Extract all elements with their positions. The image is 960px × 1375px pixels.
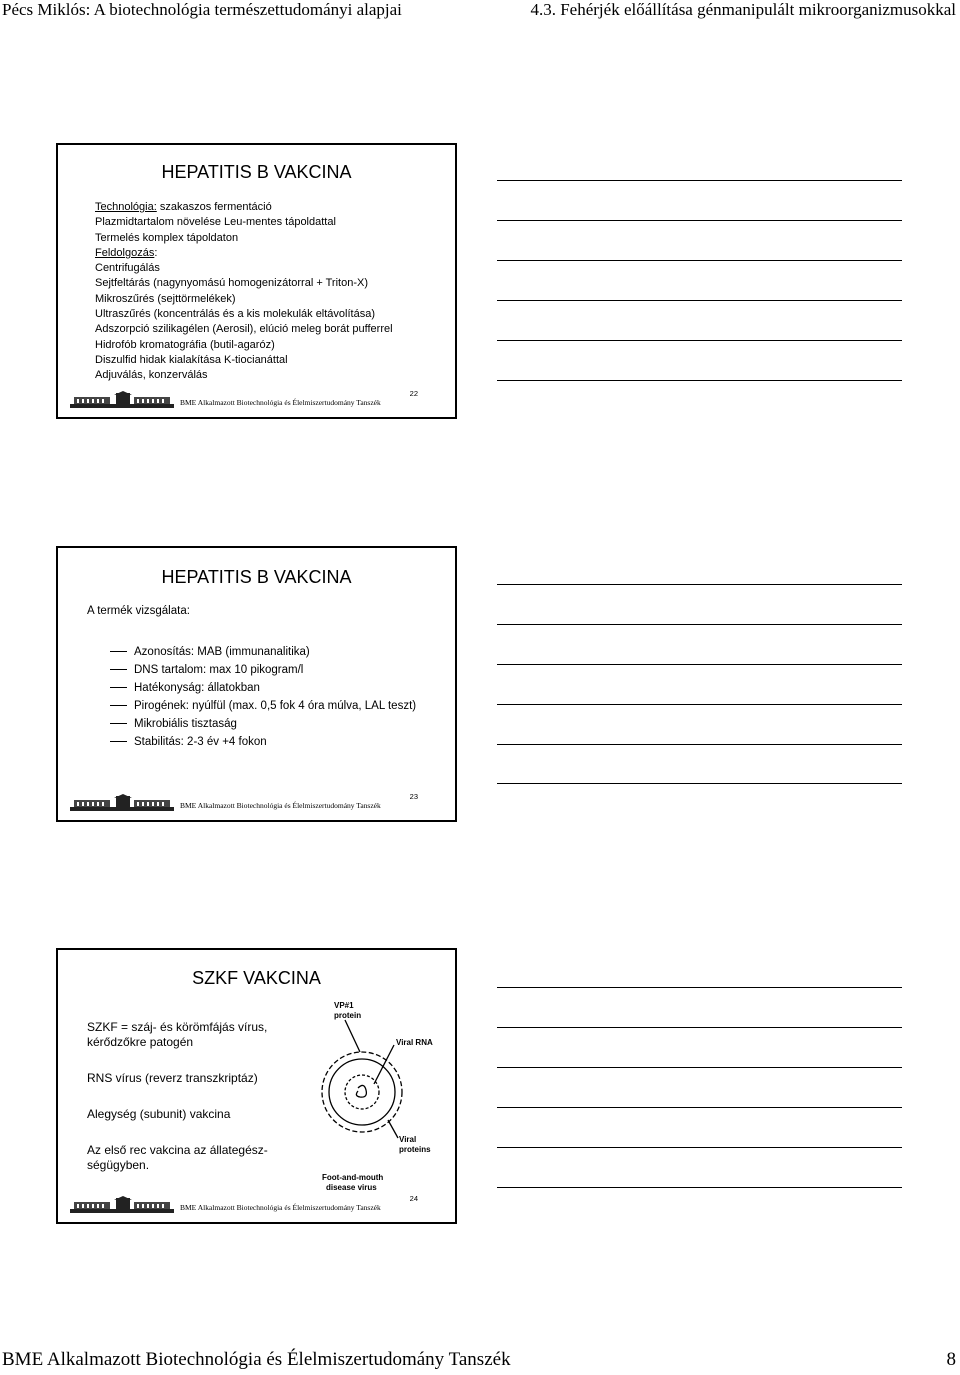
slide-24	[56, 948, 457, 1224]
text-line: Plazmidtartalom növelése Leu-mentes tápoldattal	[95, 216, 336, 229]
slide-footer	[70, 794, 440, 814]
page-header-right: 4.3. Fehérjék előállítása génmanipulált mikroorganizmusokkal	[530, 0, 956, 19]
text-line: SZKF = száj- és körömfájás vírus,	[87, 1020, 268, 1034]
list-item: Pirogének: nyúlfül (max. 0,5 fok 4 óra múlva, LAL teszt)	[110, 697, 416, 715]
figure-label: proteins	[399, 1145, 431, 1154]
text-line: RNS vírus (reverz transzkriptáz)	[87, 1071, 258, 1085]
slide-page-number: 22	[409, 389, 418, 398]
step-item: Ultraszűrés (koncentrálás és a kis molekulák eltávolítása)	[95, 308, 376, 321]
text-line: Az első rec vakcina az állategész-	[87, 1143, 268, 1157]
university-building-icon	[70, 1196, 174, 1214]
text-line: Alegység (subunit) vakcina	[87, 1107, 231, 1121]
slide-title: HEPATITIS B VAKCINA	[161, 567, 352, 587]
department-label: BME Alkalmazott Biotechnológia és Élelmiszertudomány Tanszék	[180, 801, 381, 810]
slide-intro: A termék vizsgálata:	[87, 605, 190, 617]
page-header-left: Pécs Miklós: A biotechnológia természettudományi alapjai	[2, 0, 402, 19]
figure-label: protein	[334, 1011, 362, 1020]
university-building-icon	[70, 391, 174, 409]
tech-text: szakaszos fermentáció	[156, 201, 272, 213]
slide-title: SZKF VAKCINA	[192, 968, 321, 988]
list-item: Hatékonyság: állatokban	[110, 679, 416, 697]
department-label: BME Alkalmazott Biotechnológia és Élelmiszertudomány Tanszék	[180, 398, 381, 407]
processing-label: Feldolgozás	[95, 246, 155, 259]
test-list	[110, 643, 416, 751]
page-footer-left: BME Alkalmazott Biotechnológia és Élelmiszertudomány Tanszék	[2, 1349, 511, 1370]
slide-page-number: 23	[409, 792, 418, 801]
page-number: 8	[946, 1349, 956, 1370]
list-item: Stabilitás: 2-3 év +4 fokon	[110, 733, 416, 751]
department-label: BME Alkalmazott Biotechnológia és Élelmiszertudomány Tanszék	[180, 1203, 381, 1212]
figure-label: Viral	[399, 1135, 417, 1144]
step-item: Adszorpció szilikagélen (Aerosil), elúció meleg borát pufferrel	[95, 323, 393, 336]
slide-page-number: 24	[409, 1194, 418, 1203]
virus-diagram	[310, 998, 445, 1198]
list-item: Azonosítás: MAB (immunanalitika)	[110, 643, 416, 661]
list-item: Mikrobiális tisztaság	[110, 715, 416, 733]
slide-footer	[70, 1196, 440, 1216]
slide-22	[56, 143, 457, 419]
step-item: Hidrofób kromatográfia (butil-agaróz)	[95, 338, 275, 351]
university-building-icon	[70, 794, 174, 812]
text-line: ségügyben.	[87, 1158, 150, 1172]
figure-label: Viral RNA	[396, 1038, 433, 1047]
virus-figure	[310, 998, 445, 1198]
step-item: Centrifugálás	[95, 262, 160, 275]
step-item: Diszulfid hidak kialakítása K-tiocianáttal	[95, 353, 288, 366]
figure-label: VP#1	[334, 1001, 354, 1010]
slide-body	[87, 1020, 268, 1173]
step-item: Sejtfeltárás (nagynyomású homogenizátorral + Triton-X)	[95, 277, 368, 290]
slide-footer	[70, 391, 440, 411]
slide-23	[56, 546, 457, 822]
slide-title: HEPATITIS B VAKCINA	[161, 162, 352, 182]
text-line: Termelés komplex tápoldaton	[95, 231, 239, 244]
step-item: Adjuválás, konzerválás	[95, 369, 208, 382]
text-line: kérődzőkre patogén	[87, 1035, 194, 1049]
figure-caption: Foot-and-mouth	[322, 1173, 384, 1182]
figure-caption: disease virus	[326, 1183, 377, 1192]
step-item: Mikroszűrés (sejttörmelékek)	[95, 292, 236, 305]
tech-label: Technológia:	[95, 201, 157, 213]
list-item: DNS tartalom: max 10 pikogram/l	[110, 661, 416, 679]
slide-body: Technológia: szakaszos fermentáció Plazmidtartalom növelése Leu-mentes tápoldattal Termelés komplex tápoldaton Feldolgozás: Centrifugálás Sejtfeltárás (nagynyomású homogenizátorral + Triton-X) Mikroszűrés (sejttörmelékek) Ultraszűrés (koncentrálás és a kis molekulák eltávolítása) Adszorpció szilikagélen (Aerosil), elúció meleg borát pufferrel Hidrofób kromatográfia (butil-agaróz) Diszulfid hidak kialakítása K-tiocianáttal Adjuválás, konzerválás	[95, 200, 393, 384]
